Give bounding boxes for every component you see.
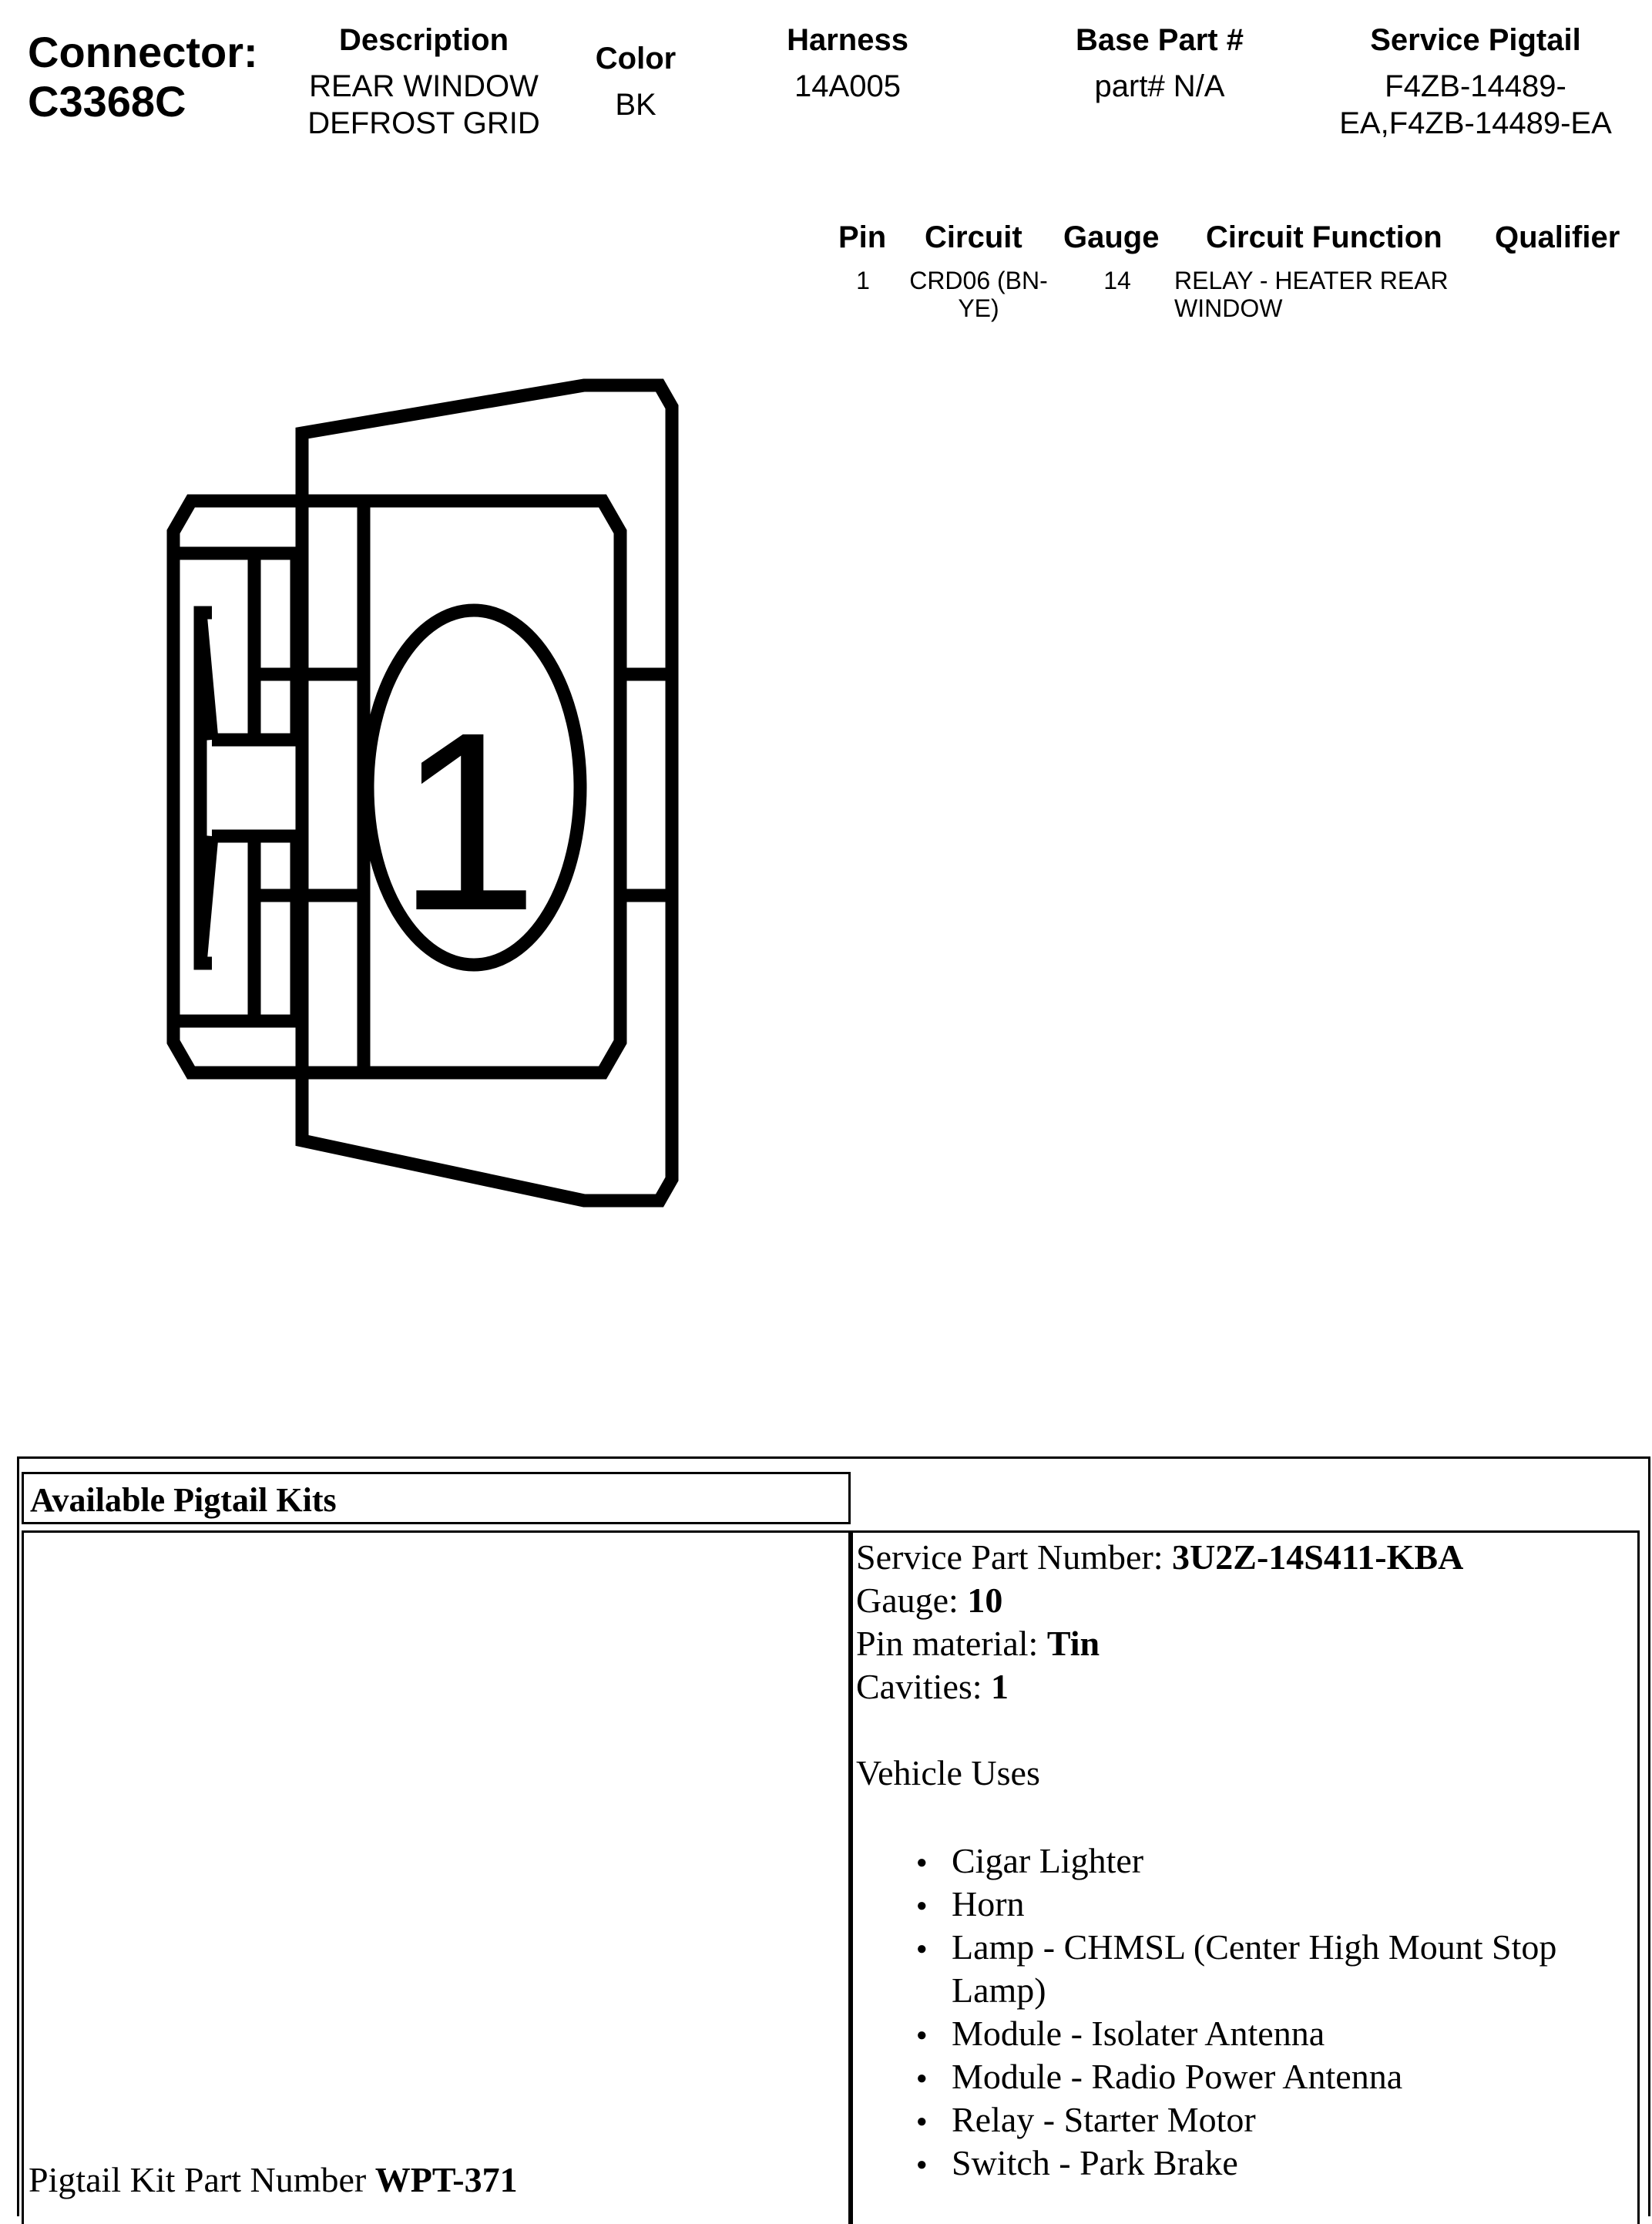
pigtail-kit-part-label: Pigtail Kit Part Number: [29, 2160, 375, 2199]
cavities-label: Cavities:: [856, 1667, 992, 1706]
pigtail-kit-details-cell: [851, 1530, 1640, 2224]
service-pigtail-value: [1302, 68, 1649, 142]
pigtail-kits-title-cell: [22, 1472, 851, 1524]
pin-1-label: 1: [397, 679, 539, 963]
cavities: [856, 1665, 1634, 1708]
circuit-line-2: YE): [958, 294, 999, 322]
gauge-cell: 14: [1103, 267, 1131, 294]
pigtail-kit-details: [856, 1536, 1634, 2185]
service-pigtail-header: Service Pigtail: [1370, 23, 1581, 57]
color-value: BK: [615, 88, 656, 122]
circuit-function-line-1: RELAY - HEATER REAR: [1174, 267, 1449, 294]
description-header: Description: [338, 23, 509, 57]
vehicle-uses-list: [856, 1839, 1634, 2185]
connector-label: Connector:: [28, 28, 258, 76]
pigtail-kit-part-number: [29, 2158, 518, 2202]
pigtail-kit-left-cell: [22, 1530, 851, 2224]
connector-face-diagram: [0, 0, 771, 1248]
pin-number-cell: 1: [856, 267, 870, 294]
list-item: ● Cigar Lighter: [856, 1839, 1634, 1883]
qualifier-header: Qualifier: [1495, 220, 1620, 254]
latch-upper: [173, 553, 297, 740]
vehicle-uses-heading: Vehicle Uses: [856, 1753, 1040, 1792]
list-item: ● Switch - Park Brake: [856, 2142, 1634, 2185]
circuit-function-cell: [1174, 267, 1498, 322]
service-part-number-label: Service Part Number:: [856, 1537, 1173, 1577]
circuit-function-header: Circuit Function: [1206, 220, 1442, 254]
connector-id: C3368C: [28, 77, 186, 126]
harness-header: Harness: [787, 23, 908, 57]
list-item: ● Module - Isolater Antenna: [856, 2012, 1634, 2055]
list-item: ● Relay - Starter Motor: [856, 2098, 1634, 2142]
circuit-function-line-2: WINDOW: [1174, 294, 1283, 322]
circuit-line-1: CRD06 (BN-: [909, 267, 1048, 294]
circuit-cell: [902, 267, 1056, 322]
service-pigtail-line-1: F4ZB-14489-: [1385, 69, 1566, 103]
list-item: ● Module - Radio Power Antenna: [856, 2055, 1634, 2098]
cavities-value: 1: [991, 1667, 1009, 1706]
description-line-2: DEFROST GRID: [307, 106, 540, 140]
gauge-header: Gauge: [1063, 220, 1160, 254]
color-header: Color: [595, 42, 677, 76]
pigtail-kit-part-value: WPT-371: [374, 2160, 518, 2199]
list-item: ● Lamp - CHMSL (Center High Mount Stop Lamp): [856, 1926, 1634, 2012]
circuit-header: Circuit: [925, 220, 1022, 254]
pin-material: [856, 1622, 1634, 1665]
kit-gauge-value: 10: [967, 1581, 1003, 1620]
base-part-value: part# N/A: [1094, 69, 1225, 103]
pin-header: Pin: [838, 220, 887, 254]
kit-gauge: [856, 1579, 1634, 1622]
description-line-1: REAR WINDOW: [309, 69, 539, 103]
service-pigtail-line-2: EA,F4ZB-14489-EA: [1339, 106, 1612, 140]
base-part-header: Base Part #: [1076, 23, 1244, 57]
list-item: ● Horn: [856, 1883, 1634, 1926]
service-part-number-value: 3U2Z-14S411-KBA: [1172, 1537, 1464, 1577]
latch-lower: [173, 836, 297, 1021]
service-part-number: [856, 1536, 1634, 1579]
pigtail-kits-title: Available Pigtail Kits: [30, 1481, 337, 1519]
pin-material-label: Pin material:: [856, 1624, 1047, 1663]
harness-value: 14A005: [794, 69, 901, 103]
pin-material-value: Tin: [1046, 1624, 1100, 1663]
kit-gauge-label: Gauge:: [856, 1581, 968, 1620]
